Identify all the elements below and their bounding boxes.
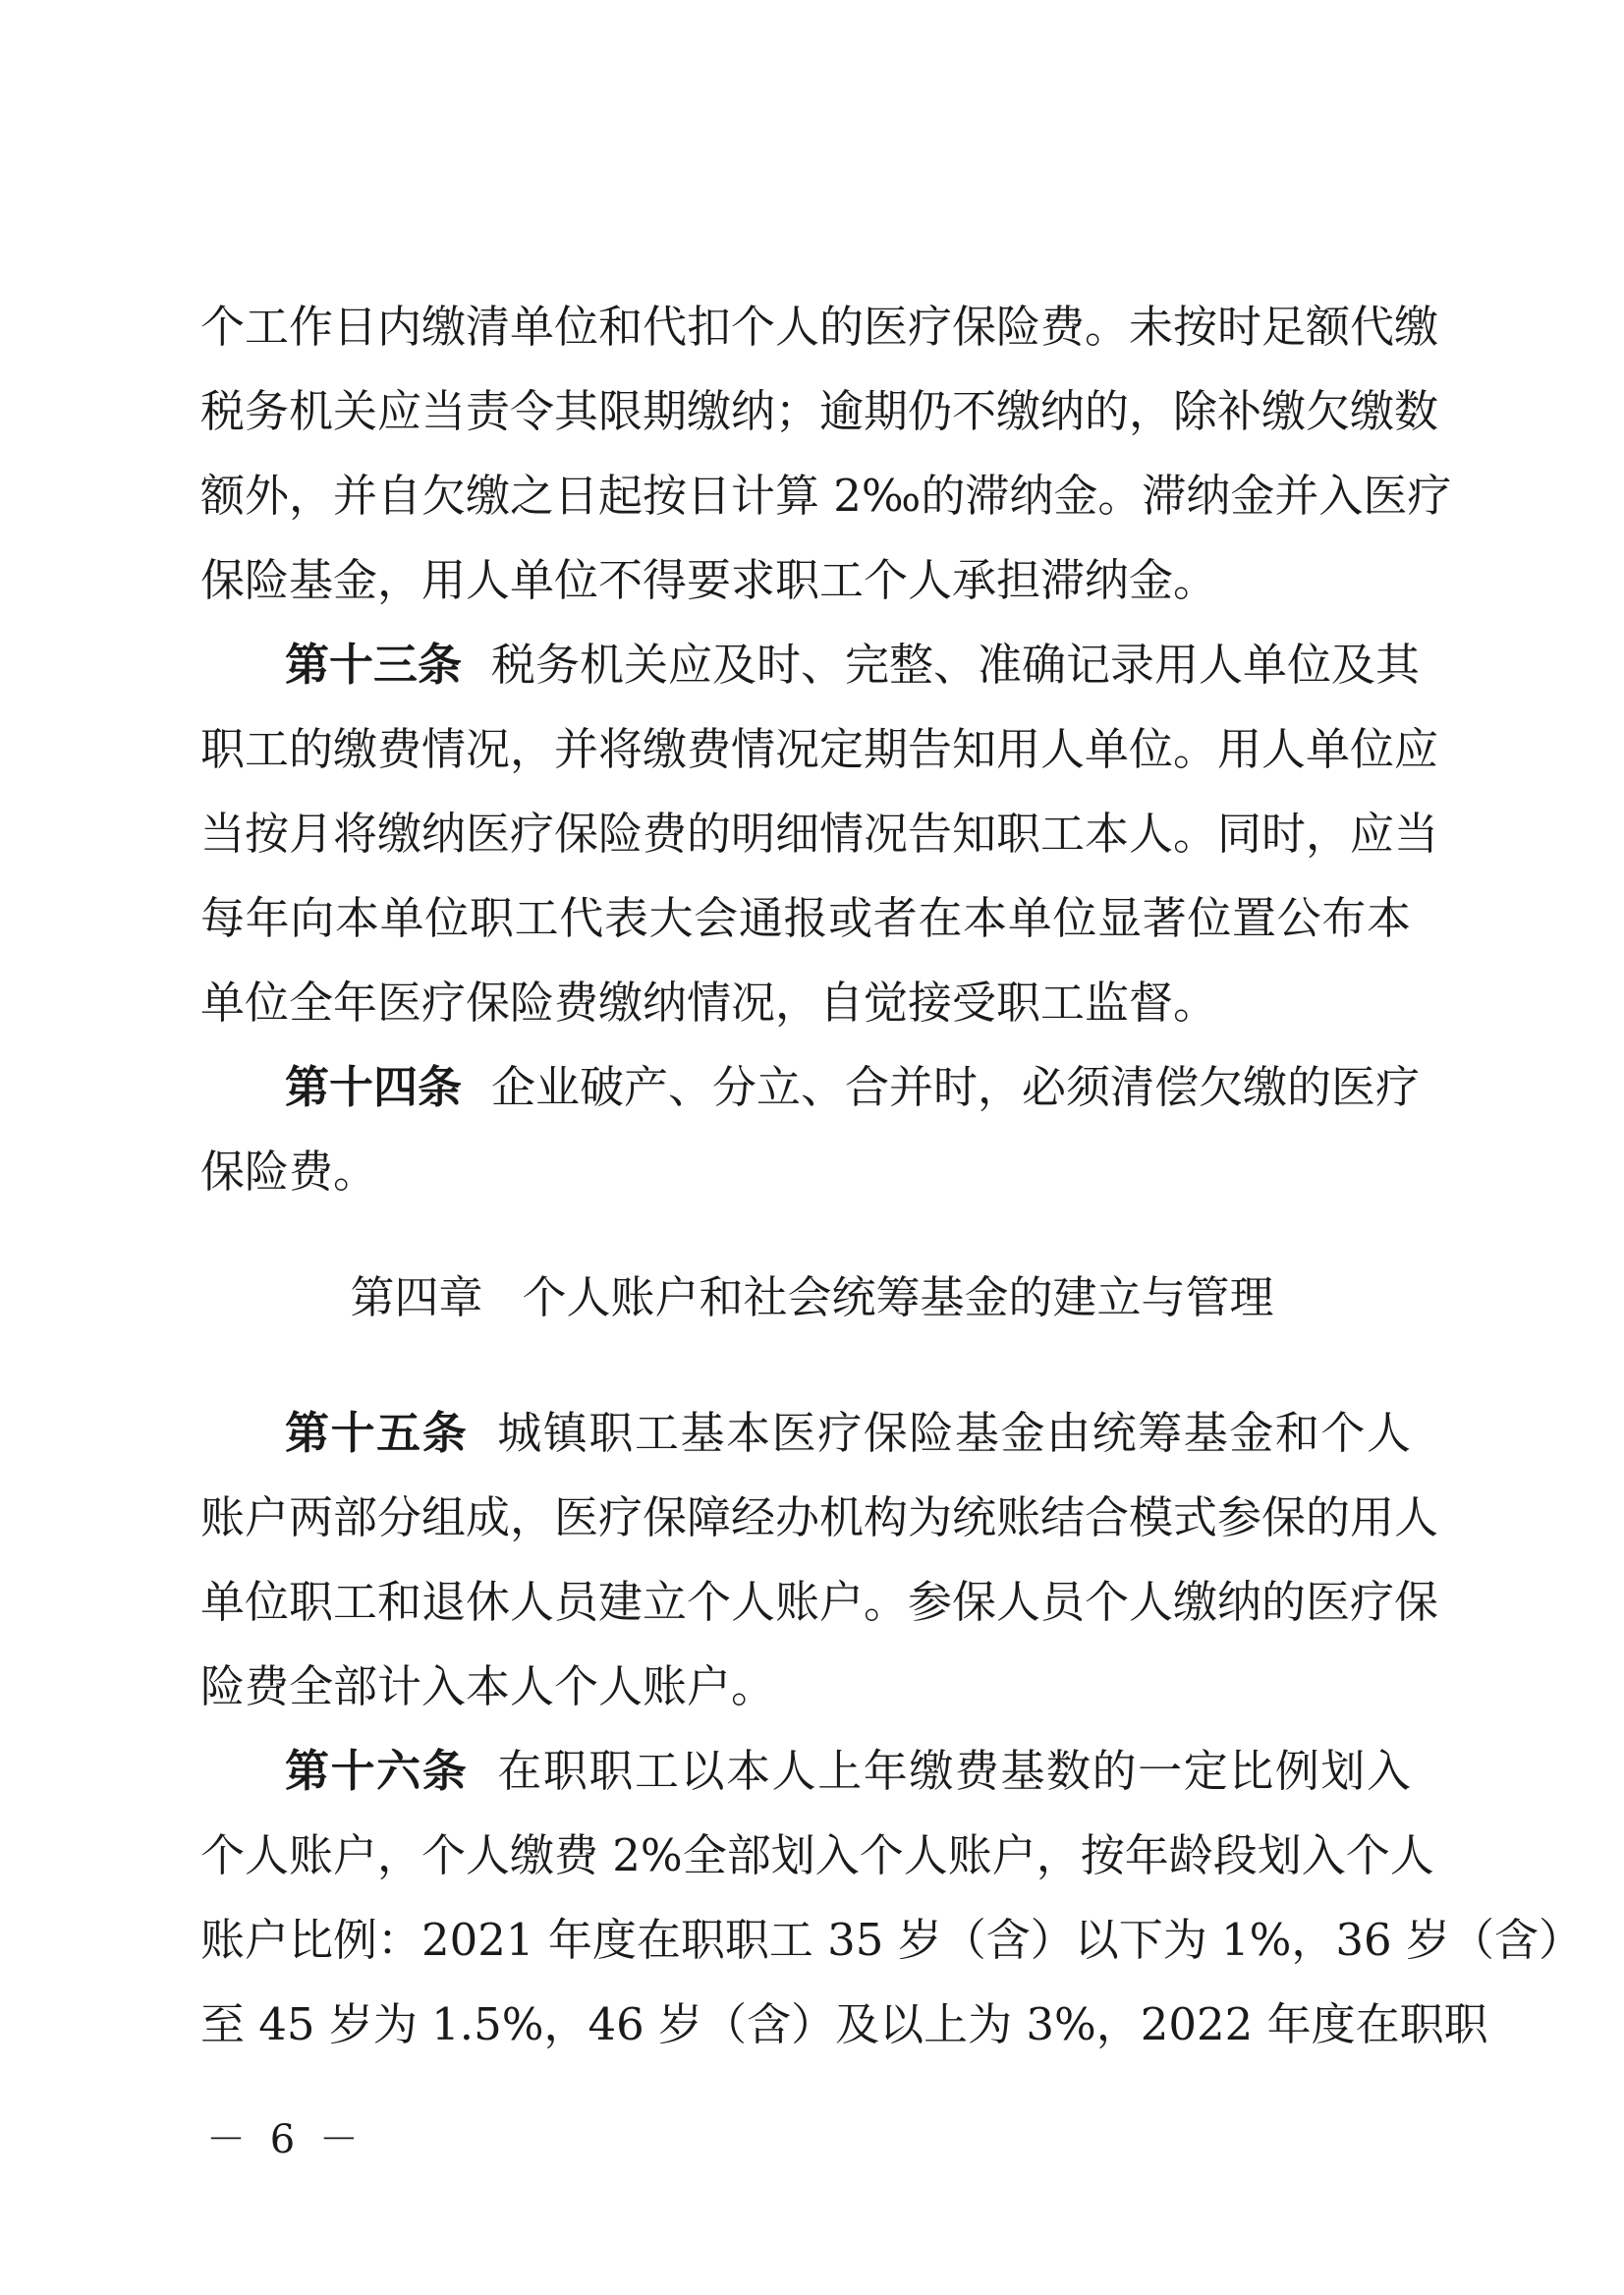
chapter-heading: [0, 1271, 1624, 1323]
article-16-line: 个人账户，个人缴费 2%全部划入个人账户，按年龄段划入个人: [200, 1829, 1434, 1881]
article-14-first-text: 企业破产、分立、合并时，必须清偿欠缴的医疗: [491, 1061, 1421, 1113]
chapter-title: 个人账户和社会统筹基金的建立与管理: [522, 1271, 1274, 1323]
article-14-title: 第十四条: [285, 1061, 463, 1113]
paragraph-line: 个工作日内缴清单位和代扣个人的医疗保险费。未按时足额代缴: [200, 301, 1439, 353]
paragraph-line: 额外，并自欠缴之日起按日计算 2‰的滞纳金。滞纳金并入医疗: [200, 470, 1452, 522]
article-15-first-line: [285, 1407, 1411, 1459]
paragraph-line: 保险基金，用人单位不得要求职工个人承担滞纳金。: [200, 554, 1218, 606]
article-16-line: 至 45 岁为 1.5%，46 岁（含）及以上为 3%，2022 年度在职职: [200, 1998, 1488, 2050]
article-13-line: 每年向本单位职工代表大会通报或者在本单位显著位置公布本: [200, 892, 1411, 944]
article-15-line: 单位职工和退休人员建立个人账户。参保人员个人缴纳的医疗保: [200, 1576, 1439, 1628]
article-13-first-line: [285, 639, 1421, 691]
article-13-line: 当按月将缴纳医疗保险费的明细情况告知职工本人。同时，应当: [200, 808, 1439, 860]
article-13-first-text: 税务机关应及时、完整、准确记录用人单位及其: [491, 639, 1421, 691]
article-13-line: 职工的缴费情况，并将缴费情况定期告知用人单位。用人单位应: [200, 723, 1439, 775]
article-16-title: 第十六条: [285, 1745, 469, 1797]
article-15-first-text: 城镇职工基本医疗保险基金由统筹基金和个人: [497, 1407, 1411, 1459]
article-13-title: 第十三条: [285, 639, 463, 691]
article-14-first-line: [285, 1061, 1421, 1113]
article-13-line: 单位全年医疗保险费缴纳情况，自觉接受职工监督。: [200, 977, 1218, 1029]
article-15-line: 账户两部分组成，医疗保障经办机构为统账结合模式参保的用人: [200, 1491, 1439, 1543]
page-number: － 6 －: [206, 2117, 364, 2162]
article-16-first-line: [285, 1745, 1411, 1797]
article-14-line: 保险费。: [200, 1146, 378, 1198]
paragraph-line: 税务机关应当责令其限期缴纳；逾期仍不缴纳的，除补缴欠缴数: [200, 385, 1439, 437]
chapter-number: 第四章: [350, 1271, 483, 1323]
article-15-title: 第十五条: [285, 1407, 469, 1459]
article-16-first-text: 在职职工以本人上年缴费基数的一定比例划入: [497, 1745, 1411, 1797]
article-16-line: 账户比例：2021 年度在职职工 35 岁（含）以下为 1%，36 岁（含）: [200, 1914, 1583, 1966]
article-15-line: 险费全部计入本人个人账户。: [200, 1660, 776, 1712]
